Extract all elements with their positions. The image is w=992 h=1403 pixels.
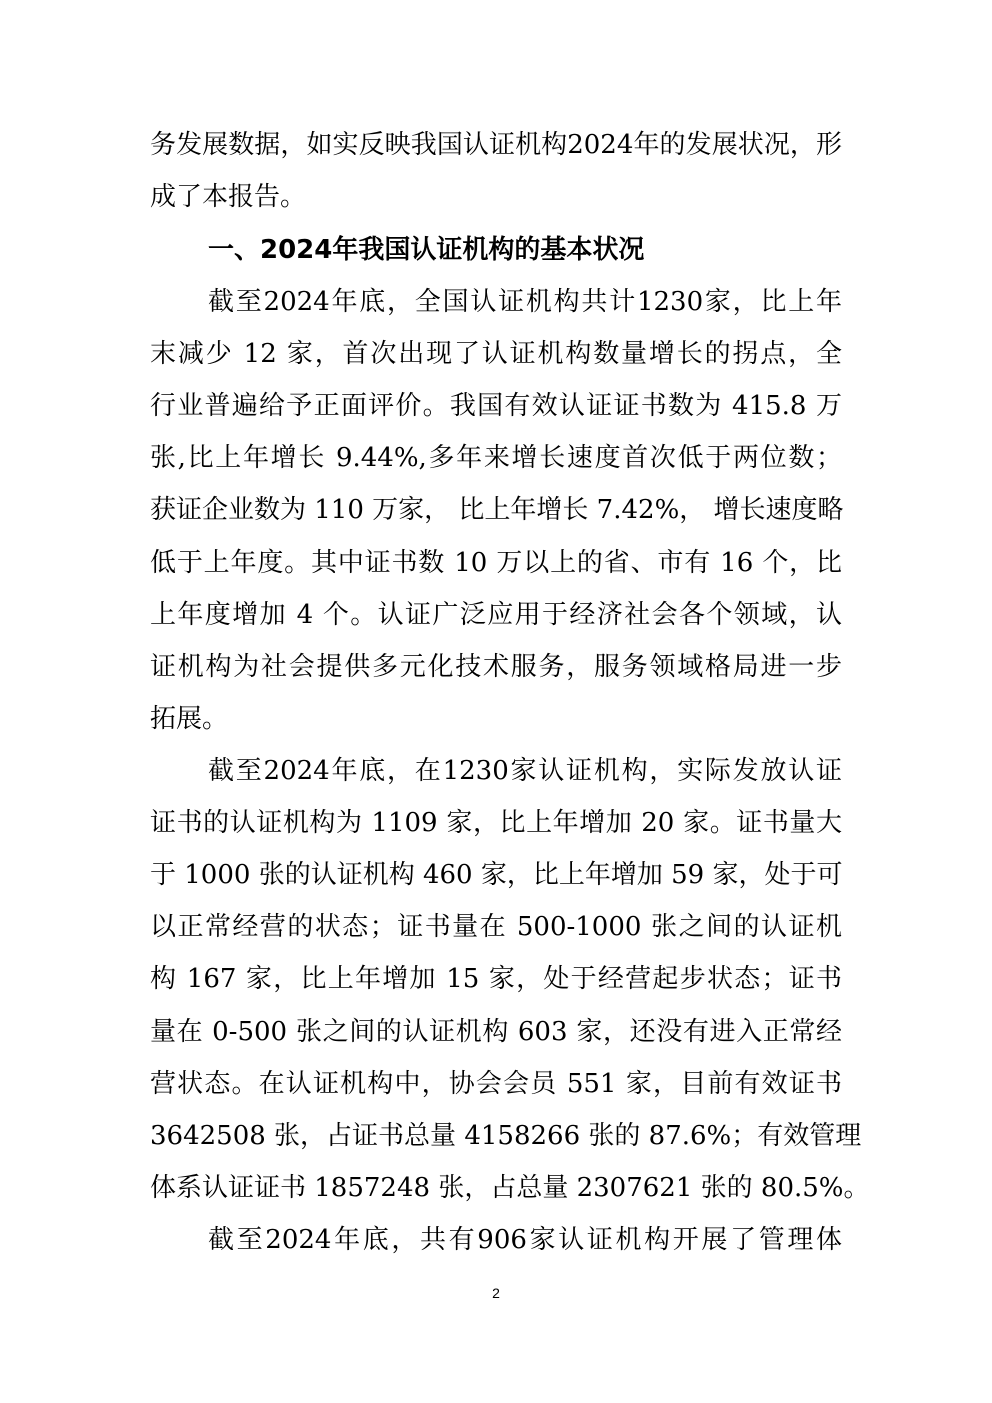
section-heading: 一、2024年我国认证机构的基本状况 bbox=[208, 235, 645, 265]
paragraph-1-line-4: 张,比上年增长 9.44%,多年来增长速度首次低于两位数； bbox=[150, 443, 842, 473]
paragraph-1-line-2: 末减少 12 家，首次出现了认证机构数量增长的拐点，全 bbox=[150, 339, 842, 369]
paragraph-2-line-9: 体系认证证书 1857248 张，占总量 2307621 张的 80.5%。 bbox=[150, 1173, 870, 1203]
paragraph-2-line-1: 截至2024年底，在1230家认证机构，实际发放认证 bbox=[208, 756, 842, 786]
paragraph-1-line-9: 拓展。 bbox=[150, 704, 229, 734]
paragraph-1-line-3: 行业普遍给予正面评价。我国有效认证证书数为 415.8 万 bbox=[150, 391, 842, 421]
paragraph-2-line-5: 构 167 家，比上年增加 15 家，处于经营起步状态；证书 bbox=[150, 964, 842, 994]
paragraph-1-line-7: 上年度增加 4 个。认证广泛应用于经济社会各个领域，认 bbox=[150, 600, 842, 630]
paragraph-1-line-6: 低于上年度。其中证书数 10 万以上的省、市有 16 个，比 bbox=[150, 548, 842, 578]
paragraph-3-line-1: 截至2024年底，共有906家认证机构开展了管理体 bbox=[208, 1225, 842, 1255]
intro-line-2: 成了本报告。 bbox=[150, 182, 307, 212]
paragraph-2-line-3: 于 1000 张的认证机构 460 家，比上年增加 59 家，处于可 bbox=[150, 860, 843, 890]
paragraph-2-line-6: 量在 0-500 张之间的认证机构 603 家，还没有进入正常经 bbox=[150, 1017, 842, 1047]
paragraph-1-line-5: 获证企业数为 110 万家， 比上年增长 7.42%， 增长速度略 bbox=[150, 495, 844, 525]
paragraph-2-line-4: 以正常经营的状态；证书量在 500-1000 张之间的认证机 bbox=[150, 912, 842, 942]
paragraph-2-line-8: 3642508 张，占证书总量 4158266 张的 87.6%；有效管理 bbox=[150, 1121, 862, 1151]
paragraph-2-line-7: 营状态。在认证机构中，协会会员 551 家，目前有效证书 bbox=[150, 1069, 842, 1099]
paragraph-2-line-2: 证书的认证机构为 1109 家，比上年增加 20 家。证书量大 bbox=[150, 808, 842, 838]
page-number: 2 bbox=[492, 1285, 500, 1301]
intro-line-1: 务发展数据，如实反映我国认证机构2024年的发展状况，形 bbox=[150, 130, 842, 160]
paragraph-1-line-8: 证机构为社会提供多元化技术服务，服务领域格局进一步 bbox=[150, 652, 842, 682]
paragraph-1-line-1: 截至2024年底，全国认证机构共计1230家，比上年 bbox=[208, 287, 842, 317]
